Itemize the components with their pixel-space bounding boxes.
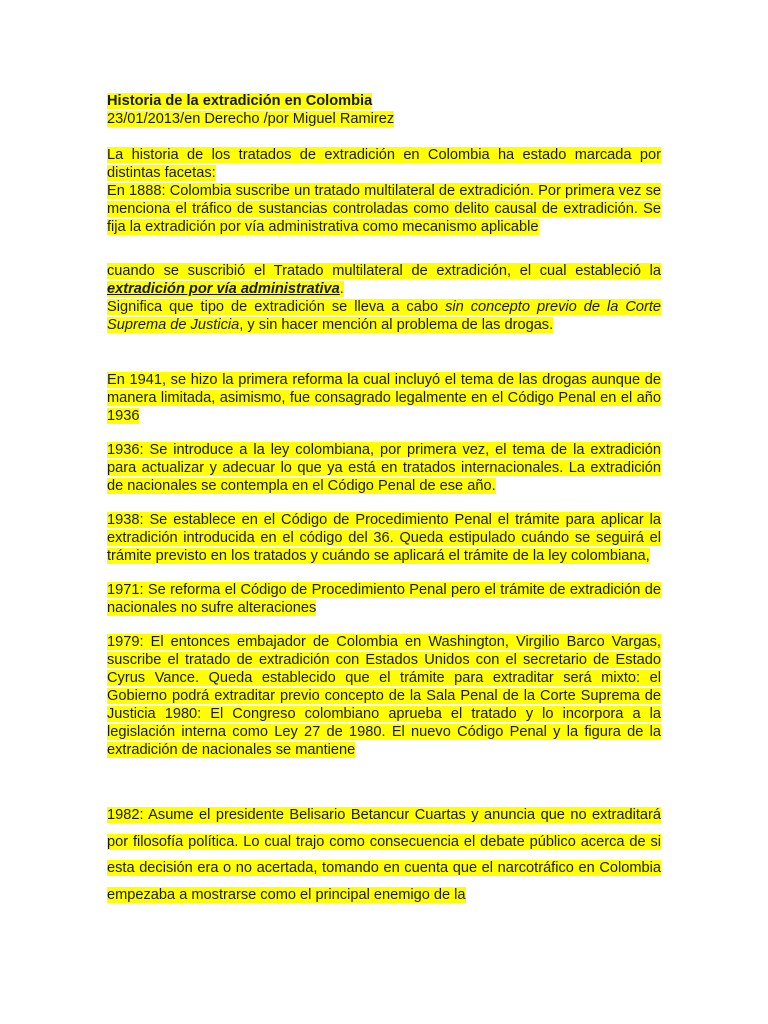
spacer bbox=[107, 495, 661, 511]
paragraph-1936 bbox=[107, 441, 661, 495]
paragraph-1979 bbox=[107, 633, 661, 759]
document-byline: 23/01/2013/en Derecho /por Miguel Ramirez bbox=[107, 111, 395, 127]
spacer bbox=[107, 236, 661, 262]
spacer bbox=[107, 425, 661, 441]
tratado-text: cuando se suscribió el Tratado multilateral de extradición, el cual estableció la extradición por vía administrativa. bbox=[107, 263, 661, 297]
spacer bbox=[107, 128, 661, 146]
paragraph-1941 bbox=[107, 371, 661, 425]
paragraph-1938 bbox=[107, 511, 661, 565]
emphasis-corte-suprema: sin concepto previo de la Corte Suprema de Justicia bbox=[107, 299, 662, 333]
emphasis-extradicion-administrativa: extradición por vía administrativa bbox=[107, 281, 340, 297]
spacer bbox=[107, 334, 661, 371]
text-1941: En 1941, se hizo la primera reforma la cual incluyó el tema de las drogas aunque de manera limitada, asimismo, fue consagrado legalmente en el Código Penal en el año 1936 bbox=[107, 372, 661, 424]
spacer bbox=[107, 617, 661, 633]
title-line bbox=[107, 92, 661, 110]
text-1982: 1982: Asume el presidente Belisario Betancur Cuartas y anuncia que no extraditará por filosofía política. Lo cual trajo como consecuencia el debate público acerca de si esta decisión era o no acertada, tomando en cuenta que el narcotráfico en Colombia empezaba a mostrarse como el principal enemigo de la bbox=[107, 807, 661, 903]
spacer bbox=[107, 565, 661, 581]
text-1971: 1971: Se reforma el Código de Procedimiento Penal pero el trámite de extradición de nacionales no sufre alteraciones bbox=[107, 582, 661, 616]
intro-text-1: La historia de los tratados de extradición en Colombia ha estado marcada por distintas facetas: bbox=[107, 147, 661, 181]
spacer bbox=[107, 759, 661, 802]
byline-line bbox=[107, 110, 661, 128]
paragraph-1971 bbox=[107, 581, 661, 617]
document-page bbox=[107, 92, 661, 908]
paragraph-intro bbox=[107, 146, 661, 236]
text-1936: 1936: Se introduce a la ley colombiana, por primera vez, el tema de la extradición para actualizar y adecuar lo que ya está en tratados internacionales. La extradición de nacionales se contempla en el Código Penal de ese año. bbox=[107, 442, 661, 494]
text-1979: 1979: El entonces embajador de Colombia en Washington, Virgilio Barco Vargas, suscribe el tratado de extradición con Estados Unidos con el secretario de Estado Cyrus Vance. Queda establecido que el trámite para extraditar será mixto: el Gobierno podrá extraditar previo concepto de la Sala Penal de la Corte Suprema de Justicia 1980: El Congreso colombiano aprueba el tratado y lo incorpora a la legislación interna como Ley 27 de 1980. El nuevo Código Penal y la figura de la extradición de nacionales se mantiene bbox=[107, 634, 661, 758]
paragraph-1982 bbox=[107, 802, 661, 908]
paragraph-1982-wrap bbox=[107, 802, 661, 908]
document-title: Historia de la extradición en Colombia bbox=[107, 93, 373, 109]
intro-text-2: En 1888: Colombia suscribe un tratado multilateral de extradición. Por primera vez se menciona el tráfico de sustancias controladas como delito causal de extradición. Se fija la extradición por vía administrativa como mecanismo aplicable bbox=[107, 183, 661, 235]
paragraph-tratado bbox=[107, 262, 661, 334]
text-1938: 1938: Se establece en el Código de Procedimiento Penal el trámite para aplicar la extradición introducida en el código del 36. Queda estipulado cuándo se seguirá el trámite previsto en los tratados y cuándo se aplicará el trámite de la ley colombiana, bbox=[107, 512, 661, 564]
significa-text: Significa que tipo de extradición se lleva a cabo sin concepto previo de la Corte Suprema de Justicia, y sin hacer mención al problema de las drogas. bbox=[107, 299, 662, 333]
